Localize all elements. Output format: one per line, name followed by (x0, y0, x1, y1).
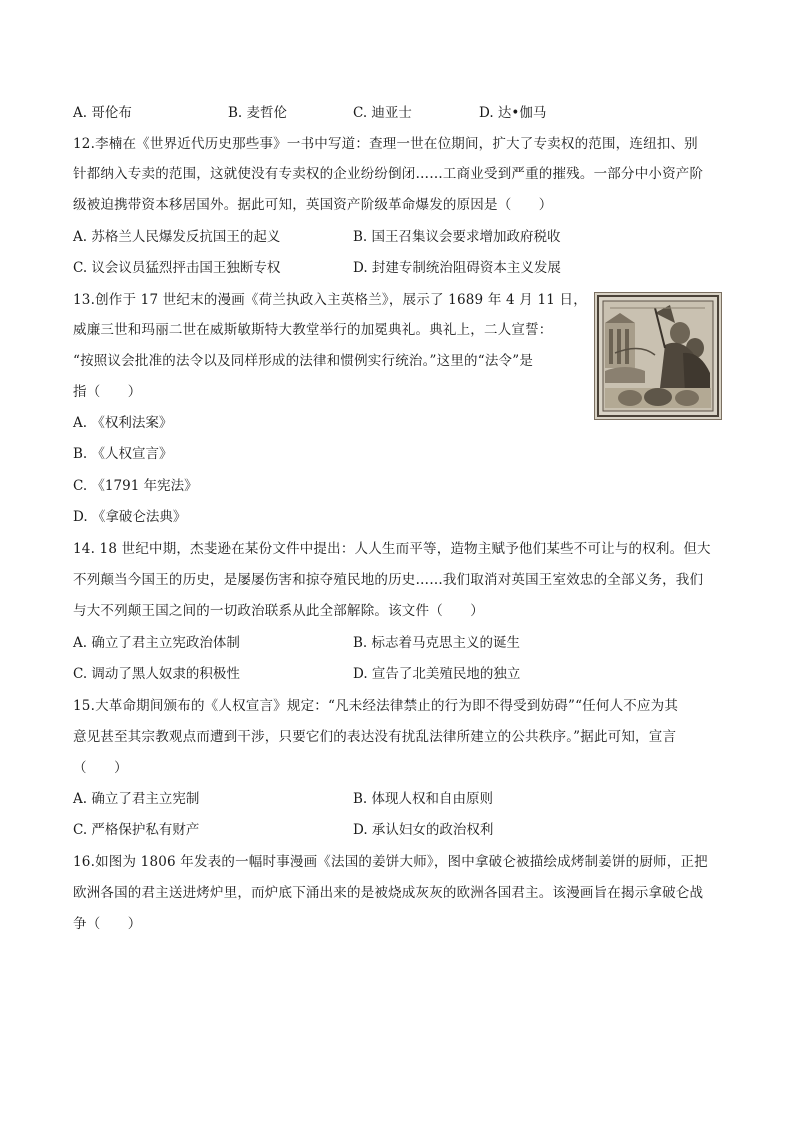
q15-option-c: C. 严格保护私有财产 (73, 822, 200, 838)
q15-stem-line-1: 15.大革命期间颁布的《人权宣言》规定：“凡未经法律禁止的行为即不得受到妨碍”“任何人不应为其 (73, 698, 679, 714)
q14-stem-line-1: 14. 18 世纪中期，杰斐逊在某份文件中提出：人人生而平等，造物主赋予他们某些不可让与的权利。但大 (73, 541, 711, 557)
q13-stem-line-1: 13.创作于 17 世纪末的漫画《荷兰执政入主英格兰》，展示了 1689 年 4 月 11 日， (73, 292, 587, 308)
q14-option-b: B. 标志着马克思主义的诞生 (353, 635, 521, 651)
q11-option-a: A. 哥伦布 (73, 105, 132, 121)
q12-stem-line-2: 针都纳入专卖的范围，这就使没有专卖权的企业纷纷倒闭……工商业受到严重的摧残。一部分中小资产阶 (73, 166, 704, 182)
q13-stem-line-3: “按照议会批准的法令以及同样形成的法律和惯例实行统治。”这里的“法令”是 (73, 353, 534, 369)
q12-option-b: B. 国王召集议会要求增加政府税收 (353, 229, 561, 245)
q12-stem-line-1: 12.李楠在《世界近代历史那些事》一书中写道：查理一世在位期间，扩大了专卖权的范围，连纽扣、别 (73, 136, 698, 152)
coronation-engraving-image (594, 292, 722, 420)
q15-option-b: B. 体现人权和自由原则 (353, 791, 494, 807)
q15-option-a: A. 确立了君主立宪制 (73, 791, 200, 807)
q12-option-d: D. 封建专制统治阻碍资本主义发展 (353, 260, 561, 276)
q15-option-d: D. 承认妇女的政治权利 (353, 822, 494, 838)
q11-option-b: B. 麦哲伦 (228, 105, 288, 121)
q12-option-c: C. 议会议员猛烈抨击国王独断专权 (73, 260, 281, 276)
q14-option-c: C. 调动了黑人奴隶的积极性 (73, 666, 240, 682)
q13-option-b: B. 《人权宣言》 (73, 446, 173, 462)
q11-option-d: D. 达•伽马 (479, 105, 547, 121)
q14-stem-line-2: 不列颠当今国王的历史，是屡屡伤害和掠夺殖民地的历史……我们取消对英国王室效忠的全部义务，我们 (73, 572, 704, 588)
q16-stem-line-1: 16.如图为 1806 年发表的一幅时事漫画《法国的姜饼大师》，图中拿破仑被描绘成烤制姜饼的厨师，正把 (73, 854, 708, 870)
q12-option-a: A. 苏格兰人民爆发反抗国王的起义 (73, 229, 281, 245)
q13-option-a: A. 《权利法案》 (73, 415, 173, 431)
q14-option-d: D. 宣告了北美殖民地的独立 (353, 666, 521, 682)
q13-option-d: D. 《拿破仑法典》 (73, 509, 187, 525)
q13-option-c: C. 《1791 年宪法》 (73, 478, 198, 494)
q13-stem-line-2: 威廉三世和玛丽二世在威斯敏斯特大教堂举行的加冕典礼。典礼上，二人宣誓： (73, 322, 553, 338)
q15-stem-line-2: 意见甚至其宗教观点而遭到干涉，只要它们的表达没有扰乱法律所建立的公共秩序。”据此可知，宣言 (73, 729, 677, 745)
q16-stem-line-3: 争（ ） (73, 916, 142, 932)
q15-stem-line-3: （ ） (73, 760, 128, 776)
q14-stem-line-3: 与大不列颠王国之间的一切政治联系从此全部解除。该文件（ ） (73, 603, 484, 619)
q11-option-c: C. 迪亚士 (353, 105, 412, 121)
q13-stem-line-4: 指（ ） (73, 384, 142, 400)
q12-stem-line-3: 级被迫携带资本移居国外。据此可知，英国资产阶级革命爆发的原因是（ ） (73, 197, 553, 213)
q14-option-a: A. 确立了君主立宪政治体制 (73, 635, 240, 651)
q16-stem-line-2: 欧洲各国的君主送进烤炉里，而炉底下涌出来的是被烧成灰灰的欧洲各国君主。该漫画旨在揭示拿破仑战 (73, 885, 704, 901)
